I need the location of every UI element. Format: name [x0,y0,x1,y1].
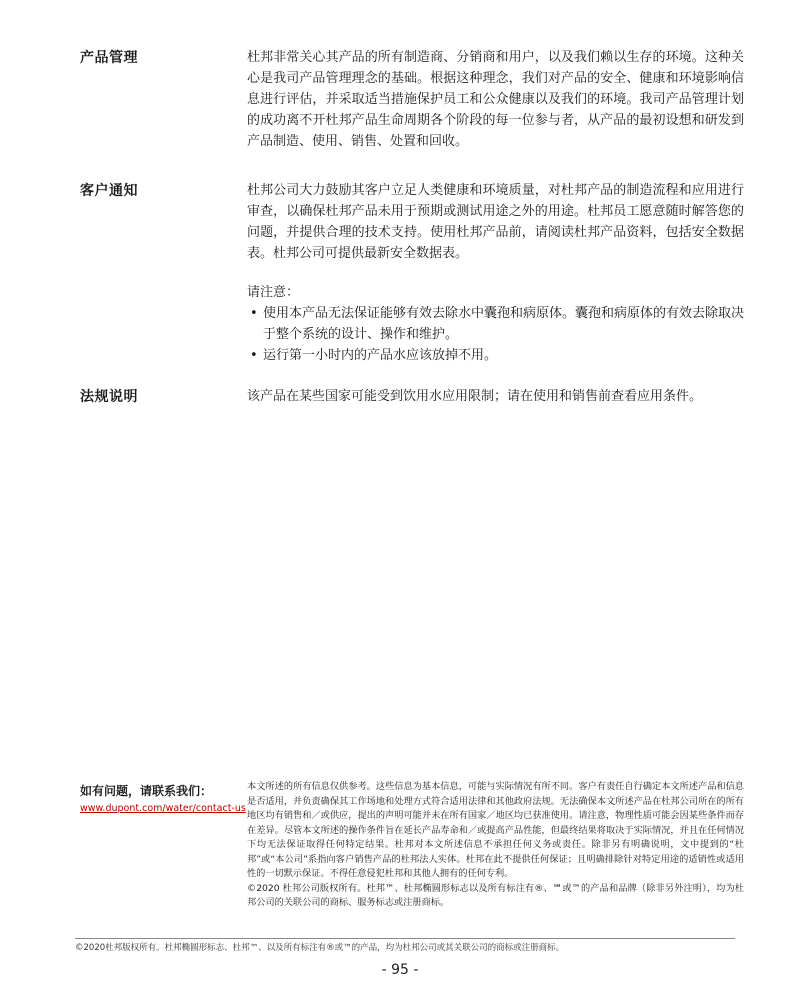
footer-trademark-note: ©2020杜邦版权所有。杜邦椭圆形标志、杜邦™、以及所有标注有®或™的产品，均为杜邦公司或其关联公司的商标或注册商标。 [75,943,565,953]
disclaimer-copyright: ©2020 杜邦公司版权所有。杜邦™、杜邦椭圆形标志以及所有标注有®、℠或™的产品和品牌（除非另外注明），均为杜邦公司的关联公司的商标、服务标志或注册商标。 [247,882,744,908]
list-item [247,303,744,345]
list-item [247,345,744,366]
contact-heading: 如有问题，请联系我们： [80,784,213,798]
bullet-icon: • [250,306,258,321]
page-number: - 95 - [381,962,419,978]
section-title: 客户通知 [80,183,138,199]
list-item-text: 运行第一小时内的产品水应该放掉不用。 [263,348,498,363]
contact-link[interactable]: www.dupont.com/water/contact-us [80,803,246,814]
note-block [247,282,744,366]
section-title: 产品管理 [80,50,138,66]
bullet-icon: • [250,348,258,363]
section-paragraph: 杜邦非常关心其产品的所有制造商、分销商和用户，以及我们赖以生存的环境。这种关心是我司产品管理理念的基础。根据这种理念，我们对产品的安全、健康和环境影响信息进行评估，并采取适当措施保护员工和公众健康以及我们的环境。我司产品管理计划的成功离不开杜邦产品生命周期各个阶段的每一位参与者，从产品的最初设想和研发到产品制造、使用、销售、处置和回收。 [247,50,744,149]
section-body [247,386,744,407]
disclaimer [247,780,744,911]
note-heading: 请注意： [247,285,300,300]
contact-block [80,782,246,814]
section-paragraph: 该产品在某些国家可能受到饮用水应用限制；请在使用和销售前查看应用条件。 [247,389,703,404]
disclaimer-paragraph: 本文所述的所有信息仅供参考。这些信息为基本信息，可能与实际情况有所不同。客户有责任自行确定本文所述产品和信息是否适用，并负责确保其工作场地和处理方式符合适用法律和其他政府法规。无法确保本文所述产品在杜邦公司所在的所有地区均有销售和／或供应，提出的声明可能并未在所有国家／地区均已获准使用。请注意，物理性质可能会因某些条件而存在差异。尽管本文所述的操作条件旨在延长产品寿命和／或提高产品性能，但最终结果将取决于实际情况，并且在任何情况下均无法保证取得任何特定结果。杜邦对本文所述信息不承担任何义务或责任。除非另有明确说明，文中提到的“杜邦”或“本公司”系指向客户销售产品的杜邦法人实体。杜邦在此不提供任何保证；且明确排除针对特定用途的适销性或适用性的一切默示保证。不得任意侵犯杜邦和其他人拥有的任何专利。 [247,781,744,879]
section-title: 法规说明 [80,389,138,405]
section-body [247,180,744,366]
section-body [247,47,744,152]
section-paragraph: 杜邦公司大力鼓励其客户立足人类健康和环境质量，对杜邦产品的制造流程和应用进行审查，以确保杜邦产品未用于预期或测试用途之外的用途。杜邦员工愿意随时解答您的问题，并提供合理的技术支持。使用杜邦产品前，请阅读杜邦产品资料，包括安全数据表。杜邦公司可提供最新安全数据表。 [247,183,744,261]
note-bullet-list [247,303,744,366]
footer-divider [75,938,735,939]
list-item-text: 使用本产品无法保证能够有效去除水中囊孢和病原体。囊孢和病原体的有效去除取决于整个系统的设计、操作和维护。 [263,306,745,342]
